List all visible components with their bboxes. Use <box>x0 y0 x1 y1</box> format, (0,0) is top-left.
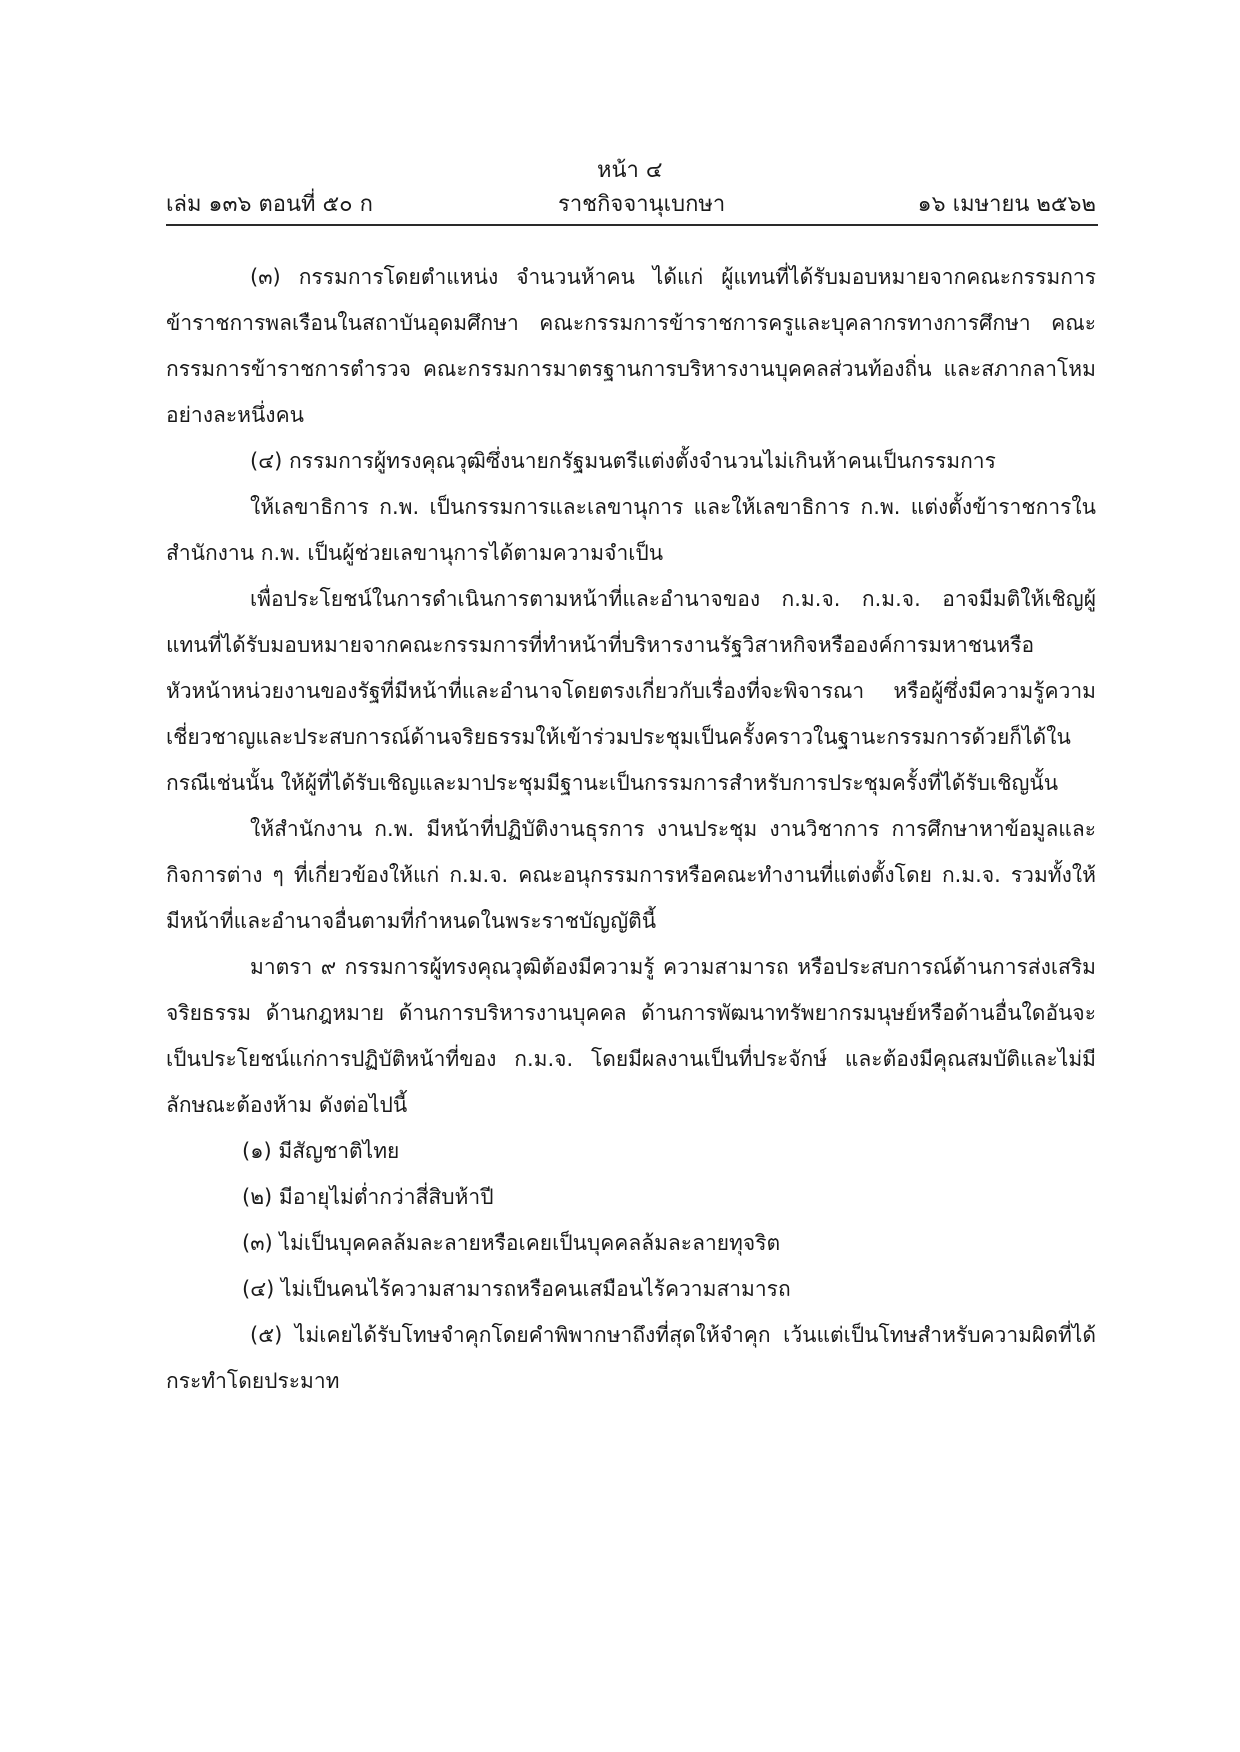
qualification-item: (๕) ไม่เคยได้รับโทษจำคุกโดยคำพิพากษาถึงที่สุดให้จำคุก เว้นแต่เป็นโทษสำหรับความผิดที่ได้กระทำโดยประมาท <box>166 1323 1096 1393</box>
page-header <box>166 186 1096 220</box>
qualification-item: (๒) มีอายุไม่ต่ำกว่าสี่สิบห้าปี <box>242 1185 494 1209</box>
header-rule <box>166 224 1098 226</box>
document-body <box>166 254 1096 1404</box>
paragraph-qualified-members: (๔) กรรมการผู้ทรงคุณวุฒิซึ่งนายกรัฐมนตรีแต่งตั้งจำนวนไม่เกินห้าคนเป็นกรรมการ <box>250 449 996 473</box>
qualification-item: (๔) ไม่เป็นคนไร้ความสามารถหรือคนเสมือนไร้ความสามารถ <box>242 1277 791 1301</box>
paragraph-secretary: ให้เลขาธิการ ก.พ. เป็นกรรมการและเลขานุการ และให้เลขาธิการ ก.พ. แต่งตั้งข้าราชการในสำนักงาน ก.พ. เป็นผู้ช่วยเลขานุการได้ตามความจำเป็น <box>166 495 1096 565</box>
paragraph-invited-representatives: เพื่อประโยชน์ในการดำเนินการตามหน้าที่และอำนาจของ ก.ม.จ. ก.ม.จ. อาจมีมติให้เชิญผู้แทนที่ได้รับมอบหมายจากคณะกรรมการที่ทำหน้าที่บริหารงานรัฐวิสาหกิจหรือองค์การมหาชนหรือหัวหน้าหน่วยงานของรัฐที่มีหน้าที่และอำนาจโดยตรงเกี่ยวกับเรื่องที่จะพิจารณา หรือผู้ซึ่งมีความรู้ความเชี่ยวชาญและประสบการณ์ด้านจริยธรรมให้เข้าร่วมประชุมเป็นครั้งคราวในฐานะกรรมการด้วยก็ได้ในกรณีเช่นนั้น ให้ผู้ที่ได้รับเชิญและมาประชุมมีฐานะเป็นกรรมการสำหรับการประชุมครั้งที่ได้รับเชิญนั้น <box>166 587 1096 795</box>
publication-date: ๑๖ เมษายน ๒๕๖๒ <box>917 192 1096 217</box>
qualification-item: (๓) ไม่เป็นบุคคลล้มละลายหรือเคยเป็นบุคคลล้มละลายทุจริต <box>242 1231 781 1255</box>
qualification-item: (๑) มีสัญชาติไทย <box>242 1139 400 1163</box>
paragraph-section-9: มาตรา ๙ กรรมการผู้ทรงคุณวุฒิต้องมีความรู้ ความสามารถ หรือประสบการณ์ด้านการส่งเสริมจริยธรรม ด้านกฎหมาย ด้านการบริหารงานบุคคล ด้านการพัฒนาทรัพยากรมนุษย์หรือด้านอื่นใดอันจะเป็นประโยชน์แก่การปฏิบัติหน้าที่ของ ก.ม.จ. โดยมีผลงานเป็นที่ประจักษ์ และต้องมีคุณสมบัติและไม่มีลักษณะต้องห้าม ดังต่อไปนี้ <box>166 955 1096 1117</box>
paragraph-ex-officio-members: (๓) กรรมการโดยตำแหน่ง จำนวนห้าคน ได้แก่ ผู้แทนที่ได้รับมอบหมายจากคณะกรรมการข้าราชการพลเรือนในสถาบันอุดมศึกษา คณะกรรมการข้าราชการครูและบุคลากรทางการศึกษา คณะกรรมการข้าราชการตำรวจ คณะกรรมการมาตรฐานการบริหารงานบุคคลส่วนท้องถิ่น และสภากลาโหม อย่างละหนึ่งคน <box>166 265 1096 427</box>
volume-issue: เล่ม ๑๓๖ ตอนที่ ๕๐ ก <box>166 192 373 217</box>
gazette-title: ราชกิจจานุเบกษา <box>558 192 726 217</box>
page-number: หน้า ๔ <box>597 158 663 183</box>
paragraph-office-duties: ให้สำนักงาน ก.พ. มีหน้าที่ปฏิบัติงานธุรการ งานประชุม งานวิชาการ การศึกษาหาข้อมูลและกิจการต่าง ๆ ที่เกี่ยวข้องให้แก่ ก.ม.จ. คณะอนุกรรมการหรือคณะทำงานที่แต่งตั้งโดย ก.ม.จ. รวมทั้งให้มีหน้าที่และอำนาจอื่นตามที่กำหนดในพระราชบัญญัตินี้ <box>166 817 1096 933</box>
